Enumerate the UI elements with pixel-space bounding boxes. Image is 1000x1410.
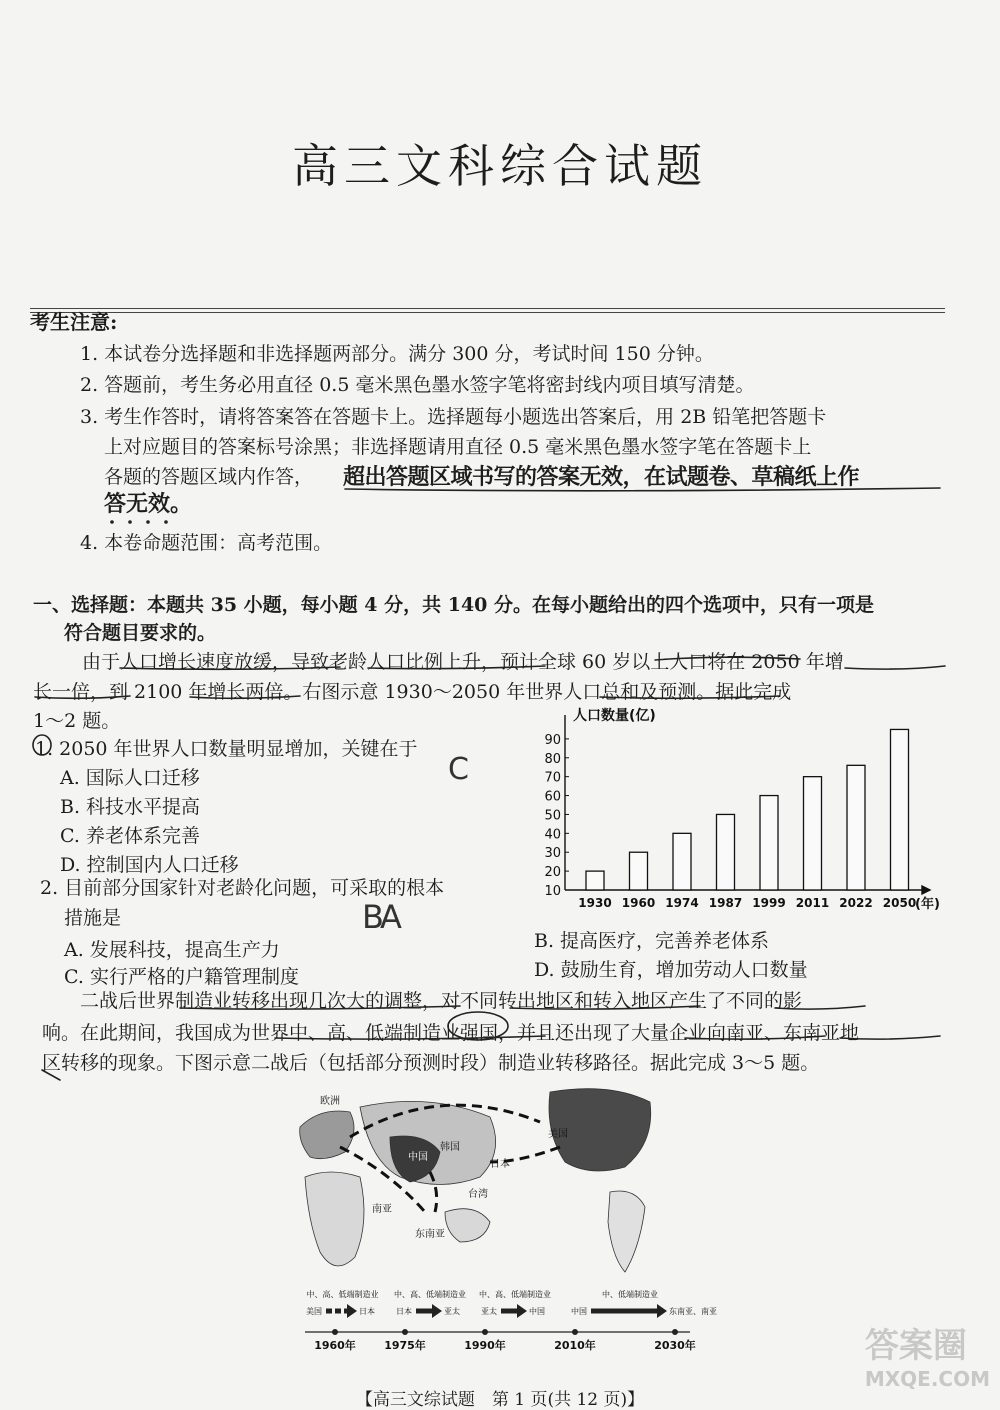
question-2-stem-2: 措施是: [64, 907, 122, 929]
timeline-arrowhead: [432, 1304, 442, 1318]
question-1-option-c: C. 养老体系完善: [60, 825, 200, 847]
passage-1-line-3: 1～2 题。: [33, 710, 121, 732]
notice-emphasis-end: 答无效。: [104, 492, 193, 517]
africa-shape: [305, 1172, 364, 1266]
chart-y-tick-label: 70: [544, 770, 561, 786]
chart-y-tick-label: 30: [544, 846, 561, 862]
circle-mark: [448, 1012, 508, 1040]
map-label-southeast-asia: 东南亚: [415, 1229, 445, 1240]
chart-x-tick-label: 2050: [882, 896, 917, 910]
timeline-arrowhead: [347, 1304, 357, 1318]
chart-bar: [760, 796, 778, 890]
chart-y-tick-label: 20: [544, 865, 561, 881]
question-1-option-a: A. 国际人口迁移: [60, 767, 200, 789]
chart-y-tick-label: 40: [544, 827, 561, 843]
watermark: [865, 1318, 990, 1391]
timeline-stage-to: 日本: [359, 1307, 375, 1316]
passage-2-line-1: 二战后世界制造业转移出现几次大的调整，对不同转出地区和转入地区产生了不同的影: [80, 990, 803, 1012]
notice-item-3-line-3a: 各题的答题区域内作答，: [104, 466, 314, 488]
strike-stroke: [655, 657, 800, 660]
chart-x-tick-label: 1930: [578, 896, 612, 910]
underline-stroke: [845, 666, 945, 669]
underline-stroke: [510, 1006, 700, 1009]
timeline-stage-to: 亚太: [444, 1307, 460, 1316]
passage-1-line-2: 长一倍，到 2100 年增长两倍。右图示意 1930～2050 年世界人口总和及预测。据此完成: [33, 681, 792, 703]
map-label-korea: 韩国: [440, 1142, 460, 1153]
section-1-heading: 一、选择题：本题共 35 小题，每小题 4 分，共 140 分。在每小题给出的四个选项中，只有一项是: [33, 594, 875, 616]
timeline-year: 1960年: [314, 1339, 356, 1352]
chart-y-tick-label: 60: [544, 789, 561, 805]
underline-stroke: [840, 1036, 940, 1039]
continent-shapes: [300, 1089, 651, 1272]
chart-bar: [630, 852, 648, 890]
section-1-heading-2: 符合题目要求的。: [64, 622, 217, 644]
watermark-bottom: MXQE.COM: [864, 1367, 990, 1391]
question-2-option-b: B. 提高医疗，完善养老体系: [534, 930, 770, 952]
underline-stroke: [368, 666, 545, 669]
handwritten-answer-2: BA: [362, 898, 398, 936]
question-2-stem: 2. 目前部分国家针对老龄化问题，可采取的根本: [40, 877, 445, 899]
timeline-stage-desc: 中、低端制造业: [602, 1290, 658, 1299]
underline-stroke: [685, 1036, 825, 1039]
timeline-dot: [332, 1329, 338, 1335]
notice-item-2: 2. 答题前，考生务必用直径 0.5 毫米黑色墨水签字笔将密封线内项目填写清楚。: [80, 374, 755, 396]
emphasis-dot: [164, 520, 168, 524]
population-bar-chart: [535, 700, 950, 915]
chart-x-tick-label: 2011: [795, 896, 830, 910]
page-title: 高三文科综合试题: [292, 139, 708, 193]
notice-heading: 考生注意:: [30, 310, 118, 334]
timeline-dot: [402, 1329, 408, 1335]
question-2-option-a: A. 发展科技，提高生产力: [64, 939, 280, 961]
notice-emphasis: 超出答题区域书写的答案无效，在试题卷、草稿纸上作: [343, 465, 860, 490]
question-2-option-c: C. 实行严格的户籍管理制度: [64, 966, 299, 988]
notice-item-3-line-1: 3. 考生作答时，请将答案答在答题卡上。选择题每小题选出答案后，用 2B 铅笔把答题卡: [80, 406, 827, 428]
map-label-japan: 日本: [490, 1159, 510, 1170]
timeline-stage-from: 日本: [396, 1307, 412, 1316]
chart-x-tick-label: 1987: [708, 896, 743, 910]
chart-x-unit-label: (年): [915, 897, 940, 912]
timeline-dot: [482, 1329, 488, 1335]
timeline-stage-to: 中国: [529, 1307, 545, 1316]
timeline-year: 1975年: [384, 1339, 426, 1352]
passage-2-line-3: 区转移的现象。下图示意二战后（包括部分预测时段）制造业转移路径。据此完成 3～5 题。: [42, 1052, 820, 1074]
timeline-stage-from: 美国: [306, 1307, 322, 1316]
timeline-stage-to: 东南亚、南亚: [669, 1307, 717, 1316]
underline-stroke: [190, 696, 300, 698]
chart-y-axis-label: 人口数量(亿): [573, 708, 656, 724]
handwritten-tick: [42, 1070, 60, 1080]
handwritten-answer-1: C: [448, 752, 469, 787]
underline-stroke: [120, 667, 340, 669]
chart-bar: [891, 729, 909, 890]
chart-bar: [673, 833, 691, 890]
chart-y-tick-label: 50: [544, 808, 561, 824]
passage-1-line-1: 由于人口增长速度放缓，导致老龄人口比例上升，预计全球 60 岁以上人口将在 2050 年增: [82, 651, 844, 673]
page-footer: 【高三文综试题 第 1 页(共 12 页)】: [355, 1390, 645, 1410]
timeline-stage-desc: 中、高、低端制造业: [394, 1290, 466, 1299]
chart-bar: [586, 871, 604, 890]
australia-shape: [445, 1209, 490, 1242]
timeline-arrowhead: [517, 1304, 527, 1318]
underline-stroke: [275, 1036, 545, 1039]
timeline-year: 1990年: [464, 1339, 506, 1352]
timeline-arrowhead: [657, 1304, 667, 1318]
timeline-stage-from: 亚太: [481, 1307, 497, 1316]
chart-x-tick-label: 1974: [665, 896, 699, 910]
chart-x-tick-label: 1960: [621, 896, 656, 910]
notice-item-3-line-2: 上对应题目的答案标号涂黑；非选择题请用直径 0.5 毫米黑色墨水签字笔在答题卡上: [104, 436, 812, 458]
map-label-china: 中国: [408, 1152, 428, 1163]
timeline-dot: [572, 1329, 578, 1335]
chart-y-tick-label: 90: [544, 732, 561, 748]
question-1-option-b: B. 科技水平提高: [60, 796, 201, 818]
emphasis-dot: [110, 520, 114, 524]
chart-y-tick-label: 10: [544, 884, 561, 899]
map-label-south-asia: 南亚: [372, 1204, 392, 1215]
map-label-taiwan: 台湾: [468, 1189, 488, 1200]
underline-stroke: [35, 696, 130, 698]
manufacturing-transfer-map: [290, 1082, 717, 1382]
passage-2-line-2: 响。在此期间，我国成为世界中、高、低端制造业强国，并且还出现了大量企业向南亚、东南亚地: [42, 1022, 860, 1044]
timeline-year: 2010年: [554, 1339, 596, 1352]
timeline-stage-desc: 中、高、低端制造业: [306, 1290, 379, 1299]
timeline-stage-from: 中国: [571, 1307, 587, 1316]
underline-stroke: [180, 1006, 460, 1009]
timeline-year: 2030年: [654, 1339, 696, 1352]
timeline-dot: [672, 1329, 678, 1335]
chart-bar: [717, 814, 735, 890]
chart-x-tick-label: 2022: [839, 896, 873, 910]
notice-item-4: 4. 本卷命题范围：高考范围。: [80, 532, 333, 554]
underline-stroke: [345, 488, 940, 491]
map-label-europe: 欧洲: [320, 1096, 340, 1107]
chart-x-tick-label: 1999: [752, 896, 786, 910]
timeline-stage-desc: 中、高、低端制造业: [479, 1290, 551, 1299]
question-1-stem: 1. 2050 年世界人口数量明显增加，关键在于: [35, 738, 418, 760]
south-america-shape: [608, 1191, 645, 1272]
question-2-option-d: D. 鼓励生育，增加劳动人口数量: [534, 959, 808, 981]
question-1-option-d: D. 控制国内人口迁移: [60, 854, 239, 876]
chart-bar: [847, 765, 865, 890]
emphasis-dots: [110, 520, 168, 524]
emphasis-dot: [128, 520, 132, 524]
emphasis-dot: [146, 520, 150, 524]
chart-bar: [804, 777, 822, 890]
map-label-usa: 美国: [548, 1129, 568, 1140]
underline-stroke: [775, 1006, 865, 1009]
notice-item-1: 1. 本试卷分选择题和非选择题两部分。满分 300 分，考试时间 150 分钟。: [80, 343, 714, 365]
circle-mark: [33, 735, 51, 755]
underline-stroke: [600, 696, 780, 698]
chart-y-tick-label: 80: [544, 751, 561, 767]
chart-x-axis-arrow: [922, 886, 930, 894]
watermark-top: 答案圈: [864, 1326, 967, 1366]
timeline: [305, 1289, 717, 1352]
